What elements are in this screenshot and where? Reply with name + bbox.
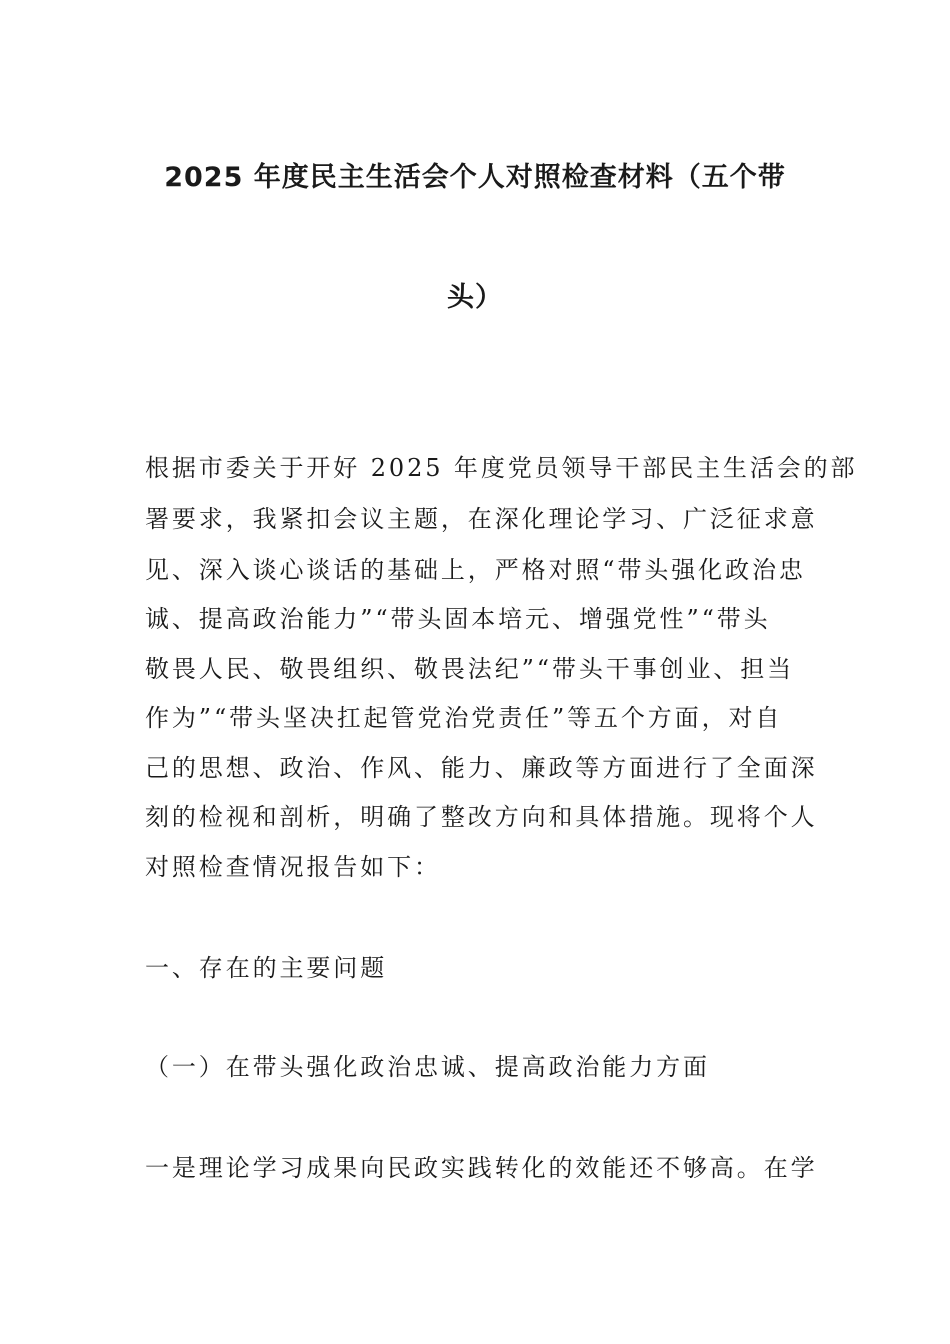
subsection-heading: （一）在带头强化政治忠诚、提高政治能力方面 xyxy=(145,1053,710,1081)
intro-paragraph-line-8: 刻的检视和剖析，明确了整改方向和具体措施。现将个人 xyxy=(145,803,818,831)
intro-paragraph-line-4: 诚、提高政治能力”“带头固本培元、增强党性”“带头 xyxy=(145,605,771,633)
document-title-line-2: 头） xyxy=(447,282,503,313)
intro-paragraph-line-3: 见、深入谈心谈话的基础上，严格对照“带头强化政治忠 xyxy=(145,556,806,584)
intro-paragraph-line-1: 根据市委关于开好 2025 年度党员领导干部民主生活会的部 xyxy=(145,454,858,482)
document-title-line-1: 2025 年度民主生活会个人对照检查材料（五个带 xyxy=(164,162,786,193)
body-paragraph-line-1: 一是理论学习成果向民政实践转化的效能还不够高。在学 xyxy=(145,1154,818,1182)
intro-paragraph-line-2: 署要求，我紧扣会议主题，在深化理论学习、广泛征求意 xyxy=(145,505,818,533)
intro-paragraph-line-9: 对照检查情况报告如下： xyxy=(145,853,441,881)
intro-paragraph-line-7: 己的思想、政治、作风、能力、廉政等方面进行了全面深 xyxy=(145,754,818,782)
section-heading: 一、存在的主要问题 xyxy=(145,954,388,982)
intro-paragraph-line-6: 作为”“带头坚决扛起管党治党责任”等五个方面，对自 xyxy=(145,704,783,732)
intro-paragraph-line-5: 敬畏人民、敬畏组织、敬畏法纪”“带头干事创业、担当 xyxy=(145,655,795,683)
